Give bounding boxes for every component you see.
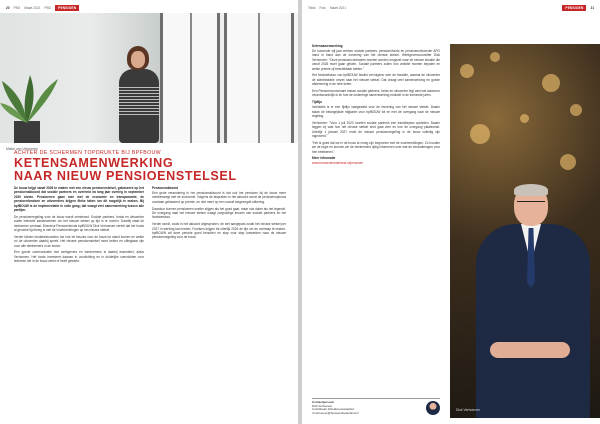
left-section-tag: PENSIOEN — [55, 5, 79, 11]
body-paragraph: Een goede communicatie met werkgevers en werknemers is daarbij essentieel, aldus Verhoeven. Het fonds investeert daarom in voorlichting en in duidelijke overzichten voor iedereen die in de bouw werkt of heeft gewerkt. — [14, 250, 144, 264]
right-page — [302, 0, 600, 424]
left-page-number: 20 — [6, 5, 10, 10]
body-paragraph: Het fondsbestuur van bpfBOUW beslist vervolgens over de transitie, waarna de uitvoerder de administratie omzet naar het nieuwe stelsel. Dat vraagt veel samenwerking en goede afstemming in de hele keten. — [312, 73, 440, 87]
body-paragraph: Verder wordt, zoals in het akkoord afgesproken, de wet aangepast zodat het nieuwe stelsel per 2027 in werking kan treden. Fondsen krijgen tot uiterlijk 2026 de tijd om de overstap te maken. bpfBOUW wil deze periode goed benutten en stap voor stap toewerken naar de nieuwe pensioenregeling voor de bouw. — [152, 222, 286, 240]
left-column-2 — [152, 186, 286, 418]
more-info-link[interactable]: www.bouwendnederland.nl/pensioen — [312, 161, 364, 166]
contact-title: Contactpersoon — [312, 400, 335, 404]
subheading: Tijdlijn — [312, 100, 323, 105]
body-paragraph: De komende vijf jaar werken sociale partners, pensioenfonds en pensioenuitvoerder APG hand in hand aan de invoering van het nieuwe stelsel. Werkgeversvoorzitter Dick Verhoeven: "Onze pensioencontracten moeten worden omgezet naar de nieuwe situatie die vanaf 2026 moet gaan gelden. Sociale partners zullen hun ambitie moeten bepalen en welke premie zij beschikbaar stellen." — [312, 49, 440, 71]
subheading: Ketensamenwerking — [312, 44, 343, 48]
body-paragraph: Verhoeven: "Voor 1 juli 2023 moeten sociale partners een transitieplan opstellen. Daarin leggen zij vast hoe het nieuwe stelsel eruit gaat zien en hoe de overgang plaatsvindt. Uiterlijk 1 januari 2027 moet de nieuwe pensioenregeling in de bouw volledig zijn ingevoerd." — [312, 120, 440, 139]
body-paragraph: "Het is goed dat we in de bouw al vroeg zijn begonnen met de voorbereidingen. Zo houden we de regie en kunnen we de deelnemers tijdig informeren over wat de veranderingen voor hen betekenen." — [312, 140, 440, 154]
person-hands — [490, 342, 570, 358]
right-running-header-end — [562, 4, 594, 11]
right-date: Maart 2021 — [329, 5, 346, 10]
lead-paragraph: De bouw krijgt vanaf 2026 te maken met een nieuw pensioenstelsel, gebaseerd op het pensioenakkoord dat sociale partners en overheid na lang jaar overleg in september 2020 sloten. Pensioenen gaan mee met de economie en transparantie; de pensioenfondsen en uitvoerders krijgen flinke taken om dit mogelijk te maken. Bij bpfBOUW is de implementatie in volle gang; dat vraagt veel samenwerking tussen alle partijen. — [14, 186, 144, 213]
glasses-icon — [517, 201, 545, 206]
contact-box — [312, 398, 440, 418]
article-headline — [14, 157, 290, 183]
headline-line: NAAR NIEUW PENSIOENSTELSEL — [14, 168, 237, 183]
left-column-1 — [14, 186, 144, 418]
body-paragraph: Een Pensioenconvenant tussen sociale partners, fonds en uitvoerder legt vast wie waarvoor verantwoordelijk is en hoe de onderlinge samenwerking eruitziet in de komende jaren. — [312, 89, 440, 98]
person-hair — [514, 184, 548, 196]
contact-name: Dick Verhoeven — [312, 403, 333, 408]
body-paragraph: De pensioenregeling voor de bouw wordt vernieuwd. Sociale partners, fonds en uitvoerder zullen intensief samenwerken om het nieuwe stelsel op tijd in te voeren. Daarbij staat de deelnemer centraal. Directeur Pensioenfonds bpfBOUW Dick Verhoeven vertelt dat het fonds al geruime tijd bezig is met de voorbereidingen op het nieuwe stelsel. — [14, 214, 144, 233]
right-page-label: Foto — [319, 5, 326, 10]
body-paragraph: Inmiddels is er een tijdlijn vastgesteld voor de invoering van het nieuwe stelsel. Daarin staan de belangrijkste mijlpalen voor bpfBOUW tot en met de overgang naar de nieuwe regeling. — [312, 105, 440, 119]
left-running-header — [6, 4, 79, 11]
contact-email[interactable]: d.verhoeven@bouwendnederland.nl — [312, 410, 359, 415]
left-page — [0, 0, 298, 424]
avatar — [426, 401, 440, 415]
article-kicker: ACHTER DE SCHERMEN TOPDRUKTE BIJ BPFBOUW — [14, 150, 161, 156]
headline-line: KETENSAMENWERKING — [14, 156, 174, 170]
right-section-tag: PENSIOEN — [562, 5, 586, 11]
portrait-photo — [450, 44, 600, 418]
body-paragraph: Een grote verandering in het pensioenakkoord is dat ook het pensioen bij de bouw meer meebeweegt met de economie. Volgens de afspraken in het akkoord wordt de pensioenopbouw voortaan gebaseerd op premie, en niet meer op een vooraf toegezegde uitkering. — [152, 191, 286, 204]
portrait-caption: Dick Verhoeven — [456, 408, 480, 412]
subheading: Pensioenakkoord — [152, 186, 179, 190]
left-issue-no: PBG — [44, 5, 52, 10]
body-paragraph: Daardoor kunnen pensioenen sneller stijgen als het goed gaat, maar ook dalen als het tegenzit. De overgang naar het nieuwe stelsel vraagt zorgvuldige keuzes van sociale partners en het fondsbestuur. — [152, 206, 286, 220]
contact-role: Coördinator Arbeidsvoorwaarden — [312, 407, 355, 412]
photo-caption: Mieke van Verkeeren — [6, 147, 38, 151]
right-issue: Tekst — [308, 5, 316, 10]
more-info-label: Meer informatie — [312, 156, 336, 161]
body-paragraph: Verder lichten fondsbestuurders toe hoe de keuzes voor de bouw tot stand komen en welke rol de uitvoerder daarbij speelt. Het nieuwe pensioenstelsel moet helder en uitlegbaar zijn voor alle deelnemers in de sector. — [14, 234, 144, 248]
left-issue: PBG — [13, 5, 21, 10]
left-date: Maart 2021 — [24, 5, 41, 10]
right-column — [312, 44, 440, 410]
right-page-number: 21 — [590, 5, 594, 10]
contact-text — [312, 401, 422, 415]
right-running-header — [308, 4, 346, 11]
office-photo — [0, 13, 298, 151]
person-face — [131, 51, 145, 68]
plant-illustration — [0, 73, 60, 143]
